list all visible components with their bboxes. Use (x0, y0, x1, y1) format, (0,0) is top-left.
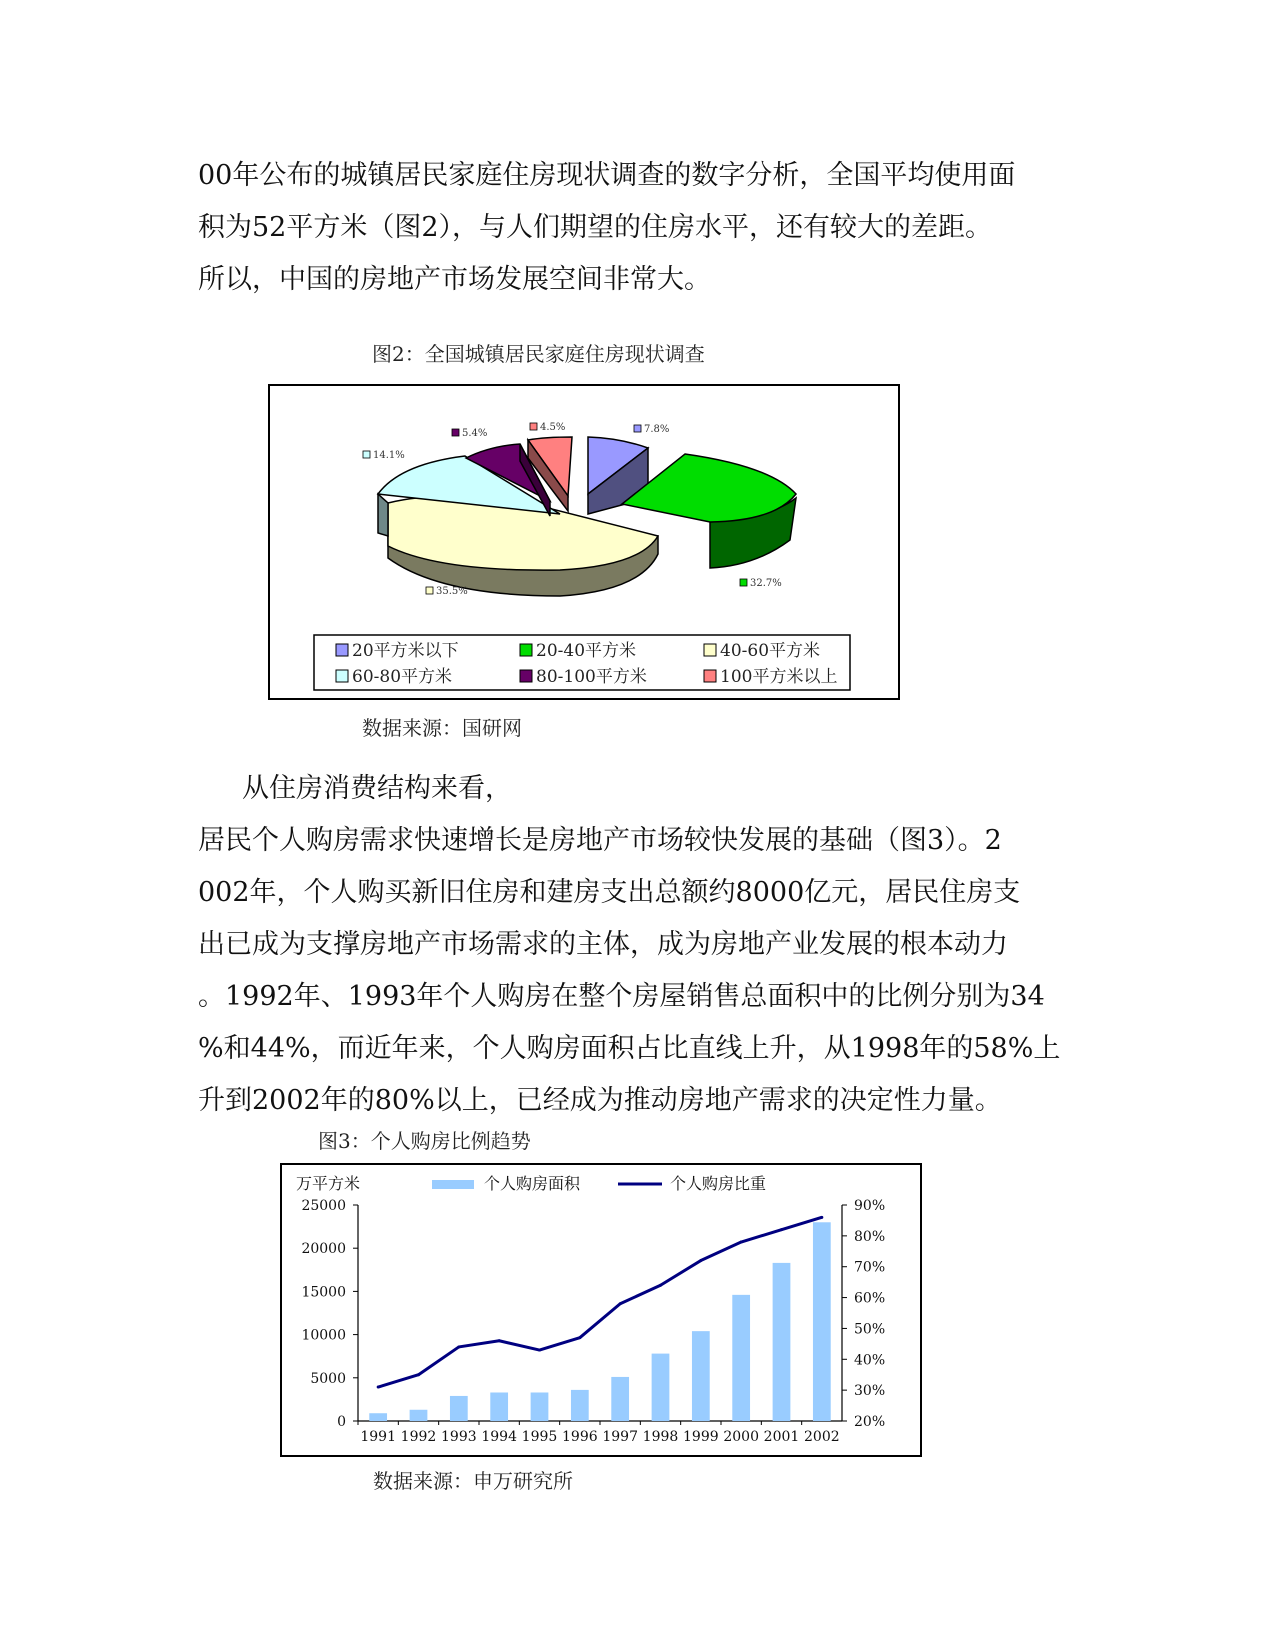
x-tick-label: 2002 (804, 1429, 840, 1445)
line-point (820, 1216, 823, 1219)
pie-label: 32.7% (750, 578, 782, 589)
y-left-tick-label: 20000 (301, 1241, 346, 1258)
y-left-tick-label: 15000 (301, 1284, 346, 1301)
legend-swatch (520, 644, 532, 656)
figure3-caption: 图3：个人购房比例趋势 (318, 1129, 531, 1153)
y-left-tick-label: 5000 (310, 1370, 346, 1387)
y-axis-label-left: 万平方米 (296, 1174, 361, 1193)
text-line: 。1992年、1993年个人购房在整个房屋销售总面积中的比例分别为34 (198, 981, 1045, 1012)
y-right-tick-label: 90% (854, 1198, 886, 1214)
line-point (659, 1284, 662, 1287)
line-point (417, 1373, 420, 1376)
legend-swatch (520, 670, 532, 682)
bar (652, 1354, 670, 1421)
legend-swatch (336, 670, 348, 682)
text-line: 00年公布的城镇居民家庭住房现状调查的数字分析，全国平均使用面 (198, 160, 1016, 191)
x-tick-label: 2000 (723, 1429, 759, 1445)
x-tick-label: 1997 (602, 1429, 638, 1445)
pie-label: 5.4% (462, 428, 488, 439)
bar (813, 1222, 831, 1421)
text-line: 升到2002年的80%以上，已经成为推动房地产需求的决定性力量。 (198, 1085, 1002, 1116)
x-tick-label: 1996 (562, 1429, 598, 1445)
bar (571, 1390, 589, 1421)
figure2-source: 数据来源：国研网 (362, 716, 522, 740)
line-point (538, 1349, 541, 1352)
legend-swatch (704, 670, 716, 682)
y-right-tick-label: 80% (854, 1228, 886, 1245)
bar (490, 1392, 508, 1421)
legend-swatch (704, 644, 716, 656)
legend-label: 100平方米以上 (720, 667, 838, 687)
pie-slice-side (378, 494, 388, 536)
line-point (457, 1345, 460, 1348)
paragraph-1 (198, 150, 1078, 306)
y-right-tick-label: 40% (854, 1352, 886, 1369)
legend-swatch (336, 644, 348, 656)
y-left-tick-label: 10000 (301, 1327, 346, 1344)
y-right-tick-label: 20% (854, 1414, 886, 1430)
bar (692, 1331, 710, 1421)
pie-label: 35.5% (436, 586, 468, 597)
text-line: 002年，个人购买新旧住房和建房支出总额约8000亿元，居民住房支 (198, 877, 1021, 908)
y-right-tick-label: 50% (854, 1321, 886, 1338)
figure2-caption: 图2：全国城镇居民家庭住房现状调查 (372, 342, 705, 366)
pie-label: 4.5% (540, 422, 566, 433)
bar (611, 1377, 629, 1421)
figure3-source: 数据来源：申万研究所 (373, 1469, 573, 1493)
text-line: 居民个人购房需求快速增长是房地产市场较快发展的基础（图3）。2 (198, 825, 1002, 856)
y-left-tick-label: 0 (337, 1414, 346, 1430)
text-line: 所以，中国的房地产市场发展空间非常大。 (198, 264, 711, 295)
bar (732, 1295, 750, 1421)
paragraph-2 (198, 763, 1078, 1127)
x-tick-label: 1994 (481, 1429, 517, 1445)
bar (531, 1392, 549, 1421)
legend-label: 80-100平方米 (536, 667, 647, 687)
legend-label: 20-40平方米 (536, 641, 637, 661)
x-tick-label: 1999 (683, 1429, 719, 1445)
pie-label: 14.1% (373, 450, 405, 461)
line-point (619, 1302, 622, 1305)
x-tick-label: 2001 (763, 1429, 800, 1445)
y-right-tick-label: 30% (854, 1383, 886, 1400)
pie-legend (314, 635, 850, 690)
text-line: 积为52平方米（图2），与人们期望的住房水平，还有较大的差距。 (198, 212, 993, 243)
legend-label: 个人购房面积 (484, 1174, 581, 1193)
x-tick-label: 1993 (441, 1429, 477, 1445)
text-line: %和44%，而近年来，个人购房面积占比直线上升，从1998年的58%上 (198, 1033, 1061, 1064)
legend-label: 个人购房比重 (670, 1174, 767, 1193)
bar (410, 1410, 428, 1421)
combo-chart-frame (280, 1163, 922, 1457)
bar (773, 1263, 791, 1421)
pie-chart-frame (268, 384, 900, 700)
pie-label: 7.8% (644, 424, 670, 435)
combo-chart (282, 1165, 920, 1455)
x-tick-label: 1995 (521, 1429, 558, 1445)
line-series (378, 1217, 822, 1387)
pie-slices (378, 437, 796, 596)
y-right-tick-label: 70% (854, 1259, 886, 1276)
text-line: 出已成为支撑房地产市场需求的主体，成为房地产业发展的根本动力 (198, 929, 1008, 960)
line-point (780, 1228, 783, 1231)
legend-label: 60-80平方米 (352, 667, 453, 687)
line-point (740, 1241, 743, 1244)
line-point (699, 1259, 702, 1262)
y-left-tick-label: 25000 (301, 1198, 346, 1214)
x-tick-label: 1992 (400, 1429, 437, 1445)
pie-chart (270, 386, 898, 698)
text-line: 从住房消费结构来看， (242, 773, 512, 804)
line-point (377, 1386, 380, 1389)
legend-bar-swatch (432, 1180, 474, 1189)
bar (450, 1396, 468, 1421)
line-point (578, 1336, 581, 1339)
y-right-tick-label: 60% (854, 1290, 886, 1307)
bar (369, 1413, 387, 1421)
line-point (498, 1339, 501, 1342)
legend-label: 40-60平方米 (720, 641, 821, 661)
legend-label: 20平方米以下 (352, 641, 459, 661)
x-tick-label: 1991 (360, 1429, 396, 1445)
x-tick-label: 1998 (642, 1429, 679, 1445)
